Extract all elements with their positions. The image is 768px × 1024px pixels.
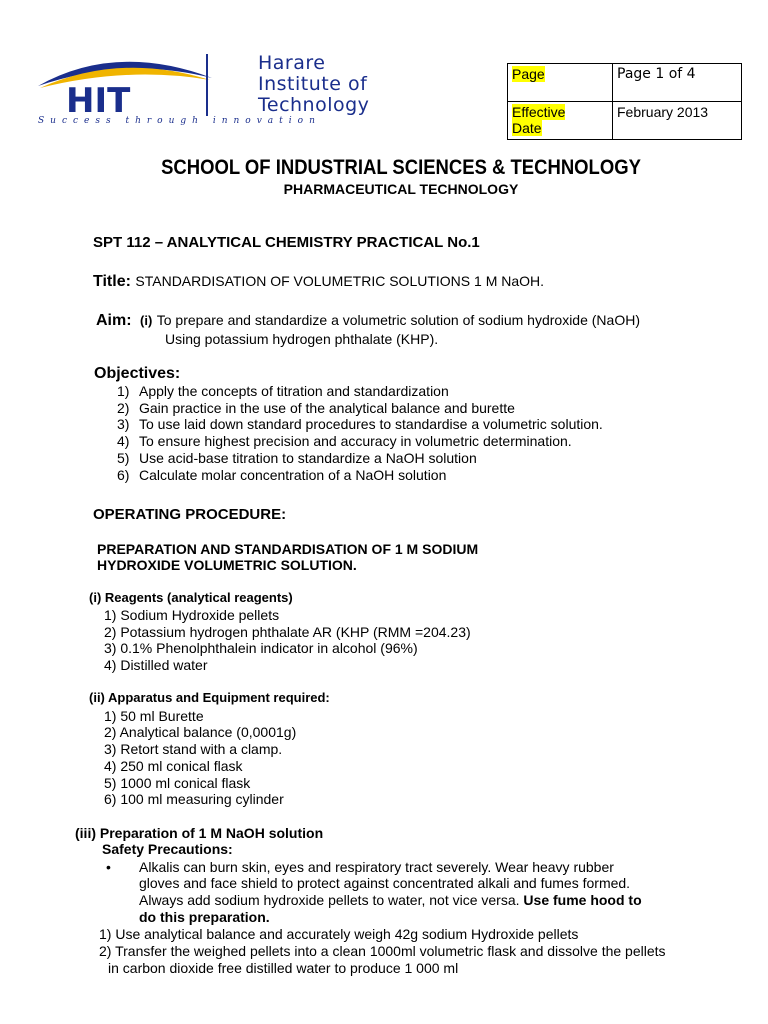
safety-text-2: gloves and face shield to protect against concentrated alkali and fumes formed. xyxy=(139,875,631,891)
document-info-table xyxy=(507,63,742,140)
objective-item: 4) To ensure highest precision and accuracy in volumetric determination. xyxy=(117,433,572,449)
effective-label-1: Effective xyxy=(512,104,566,120)
reagent-item: 1) Sodium Hydroxide pellets xyxy=(104,607,280,623)
objective-item: 5) Use acid-base titration to standardize a NaOH solution xyxy=(117,450,477,466)
title-text: STANDARDISATION OF VOLUMETRIC SOLUTIONS 1 M NaOH. xyxy=(135,273,545,289)
page-value: Page 1 of 4 xyxy=(613,64,742,102)
reagent-item: 4) Distilled water xyxy=(104,657,208,673)
page-label-cell xyxy=(508,64,613,102)
preparation-heading-1: PREPARATION AND STANDARDISATION OF 1 M SODIUM xyxy=(97,541,479,557)
aim-number: (i) xyxy=(140,313,153,328)
school-title: SCHOOL OF INDUSTRIAL SCIENCES & TECHNOLOGY xyxy=(161,156,641,179)
safety-text-4: do this preparation. xyxy=(139,909,270,925)
bullet-icon: • xyxy=(106,859,111,875)
logo-letters: HIT xyxy=(66,81,131,121)
logo-line-institute: Institute of xyxy=(258,73,368,95)
department-title: PHARMACEUTICAL TECHNOLOGY xyxy=(283,181,519,197)
operating-procedure-heading: OPERATING PROCEDURE: xyxy=(93,506,287,523)
procedure-step-1: 1) Use analytical balance and accurately weigh 42g sodium Hydroxide pellets xyxy=(99,926,579,942)
effective-date-value: February 2013 xyxy=(613,102,742,140)
aim-text-1: To prepare and standardize a volumetric solution of sodium hydroxide (NaOH) xyxy=(156,312,640,328)
effective-label-2: Date xyxy=(512,120,542,136)
objective-item: 6) Calculate molar concentration of a NaOH solution xyxy=(117,467,447,483)
objective-item: 1) Apply the concepts of titration and standardization xyxy=(117,383,449,399)
safety-precautions-heading: Safety Precautions: xyxy=(102,841,233,857)
reagent-item: 2) Potassium hydrogen phthalate AR (KHP (RMM =204.23) xyxy=(104,624,471,640)
objectives-heading: Objectives: xyxy=(94,365,181,382)
naoh-preparation-heading: (iii) Preparation of 1 M NaOH solution xyxy=(75,825,324,841)
safety-text-3 xyxy=(139,892,642,908)
apparatus-item: 2) Analytical balance (0,0001g) xyxy=(104,724,297,740)
title-label: Title: xyxy=(93,273,131,290)
aim-line xyxy=(96,312,640,330)
logo-line-harare: Harare xyxy=(258,52,326,74)
reagent-item: 3) 0.1% Phenolphthalein indicator in alcohol (96%) xyxy=(104,640,418,656)
course-title: SPT 112 – ANALYTICAL CHEMISTRY PRACTICAL No.1 xyxy=(93,234,480,251)
aim-label: Aim: xyxy=(96,312,132,329)
objective-item: 3) To use laid down standard procedures to standardise a volumetric solution. xyxy=(117,416,603,432)
page-label: Page xyxy=(512,66,545,82)
reagents-heading: (i) Reagents (analytical reagents) xyxy=(89,590,293,605)
safety-text-3-plain: Always add sodium hydroxide pellets to water, not vice versa. xyxy=(139,892,520,908)
aim-text-2: Using potassium hydrogen phthalate (KHP). xyxy=(165,331,439,347)
apparatus-item: 1) 50 ml Burette xyxy=(104,708,204,724)
hit-logo xyxy=(36,48,386,134)
title-line xyxy=(93,273,544,291)
logo-tagline: Success through innovation xyxy=(38,116,321,126)
apparatus-item: 3) Retort stand with a clamp. xyxy=(104,741,283,757)
apparatus-item: 5) 1000 ml conical flask xyxy=(104,775,251,791)
apparatus-item: 4) 250 ml conical flask xyxy=(104,758,243,774)
logo-line-technology: Technology xyxy=(258,94,370,116)
safety-text-1: Alkalis can burn skin, eyes and respiratory tract severely. Wear heavy rubber xyxy=(139,859,614,875)
apparatus-heading: (ii) Apparatus and Equipment required: xyxy=(89,690,330,705)
procedure-step-2-cont: in carbon dioxide free distilled water to produce 1 000 ml xyxy=(108,960,459,976)
effective-label-cell xyxy=(508,102,613,140)
preparation-heading-2: HYDROXIDE VOLUMETRIC SOLUTION. xyxy=(97,557,357,573)
safety-text-3-bold: Use fume hood to xyxy=(523,892,642,908)
objective-item: 2) Gain practice in the use of the analytical balance and burette xyxy=(117,400,515,416)
procedure-step-2: 2) Transfer the weighed pellets into a clean 1000ml volumetric flask and dissolve the pellets xyxy=(99,943,666,959)
apparatus-item: 6) 100 ml measuring cylinder xyxy=(104,791,284,807)
